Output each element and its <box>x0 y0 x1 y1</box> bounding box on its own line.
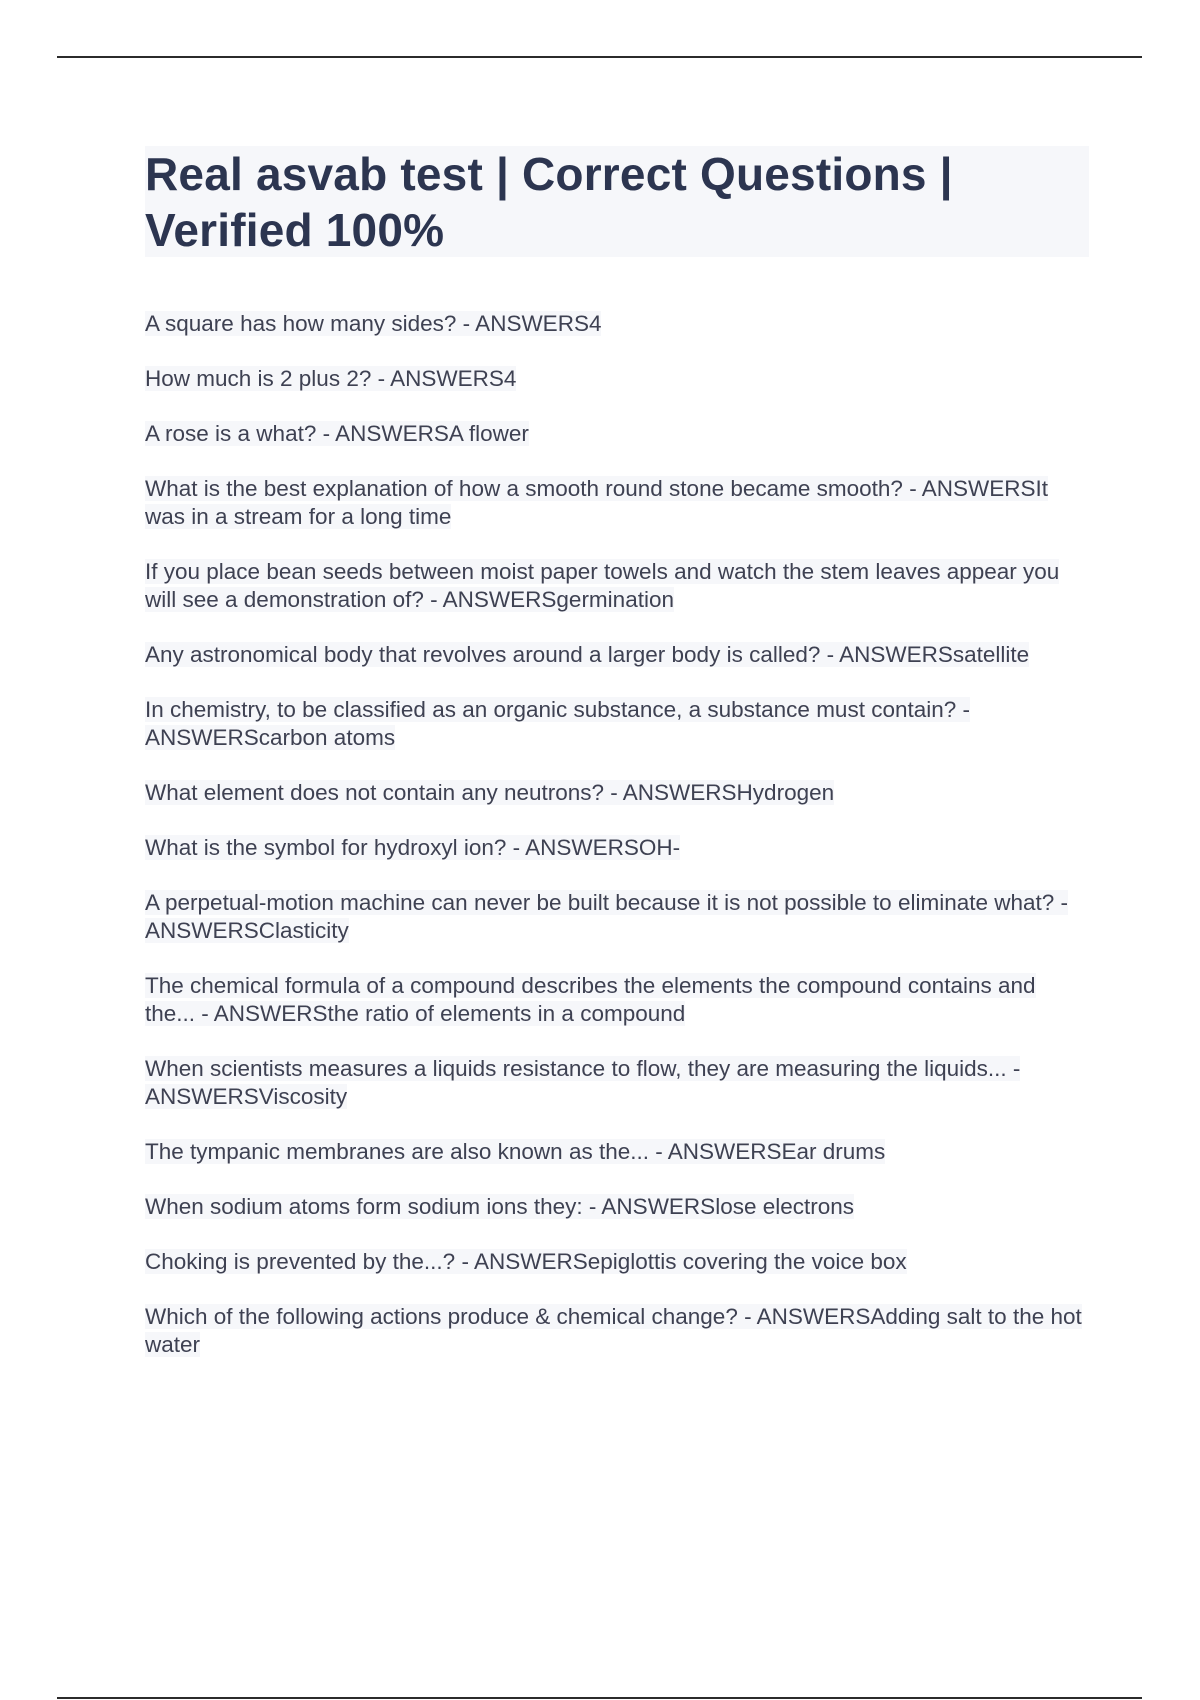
qa-item <box>145 475 1089 531</box>
qa-item <box>145 1248 1089 1276</box>
qa-item <box>145 310 1089 338</box>
qa-item-text: What element does not contain any neutrons? - ANSWERSHydrogen <box>145 780 835 805</box>
qa-item-text: When sodium atoms form sodium ions they: - ANSWERSlose electrons <box>145 1194 855 1219</box>
qa-item-text: What is the best explanation of how a smooth round stone became smooth? - ANSWERSIt was in a stream for a long time <box>145 476 1048 529</box>
title-block <box>145 146 1089 257</box>
qa-item <box>145 889 1089 945</box>
top-divider <box>57 56 1142 58</box>
qa-item <box>145 834 1089 862</box>
qa-item <box>145 696 1089 752</box>
page-title <box>145 146 1089 258</box>
bottom-divider <box>57 1697 1142 1699</box>
qa-list <box>145 310 1089 1386</box>
qa-item-text: If you place bean seeds between moist paper towels and watch the stem leaves appear you will see a demonstration of? - ANSWERSgermination <box>145 559 1060 612</box>
qa-item-text: How much is 2 plus 2? - ANSWERS4 <box>145 366 517 391</box>
qa-item-text: Which of the following actions produce & chemical change? - ANSWERSAdding salt to the hot water <box>145 1304 1082 1357</box>
qa-item <box>145 558 1089 614</box>
qa-item-text: A perpetual-motion machine can never be built because it is not possible to eliminate what? - ANSWERSClasticity <box>145 890 1069 943</box>
qa-item <box>145 1193 1089 1221</box>
qa-item <box>145 641 1089 669</box>
title-line-1: Real asvab test | Correct Questions | <box>145 148 953 200</box>
qa-item-text: A rose is a what? - ANSWERSA flower <box>145 421 529 446</box>
qa-item <box>145 779 1089 807</box>
qa-item-text: Choking is prevented by the...? - ANSWERSepiglottis covering the voice box <box>145 1249 907 1274</box>
qa-item <box>145 1055 1089 1111</box>
qa-item <box>145 365 1089 393</box>
qa-item-text: In chemistry, to be classified as an organic substance, a substance must contain? - ANSWERScarbon atoms <box>145 697 971 750</box>
qa-item-text: What is the symbol for hydroxyl ion? - ANSWERSOH- <box>145 835 681 860</box>
qa-item-text: When scientists measures a liquids resistance to flow, they are measuring the liquids... - ANSWERSViscosity <box>145 1056 1021 1109</box>
qa-item <box>145 420 1089 448</box>
qa-item-text: A square has how many sides? - ANSWERS4 <box>145 311 602 336</box>
qa-item <box>145 972 1089 1028</box>
qa-item <box>145 1138 1089 1166</box>
qa-item-text: The tympanic membranes are also known as the... - ANSWERSEar drums <box>145 1139 886 1164</box>
qa-item-text: Any astronomical body that revolves around a larger body is called? - ANSWERSsatellite <box>145 642 1030 667</box>
qa-item <box>145 1303 1089 1359</box>
title-line-2: Verified 100% <box>145 204 445 256</box>
qa-item-text: The chemical formula of a compound describes the elements the compound contains and the... - ANSWERSthe ratio of elements in a compound <box>145 973 1036 1026</box>
